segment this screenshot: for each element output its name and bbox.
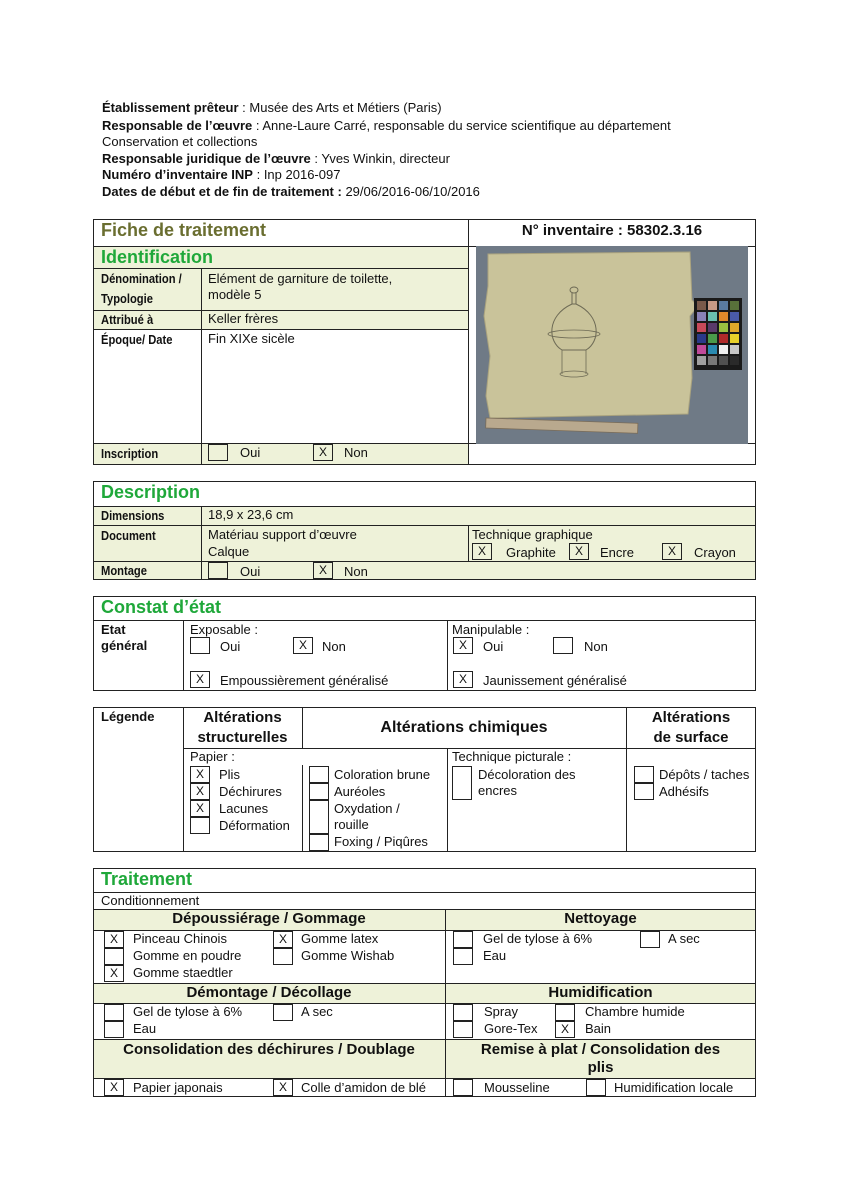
adhesifs-checkbox[interactable]: [634, 783, 654, 800]
technique-encre-checkbox[interactable]: X: [569, 543, 589, 560]
hum-spray-label: Spray: [484, 1004, 518, 1019]
empoussierement-label: Empoussièrement généralisé: [220, 673, 389, 688]
net-gel-label: Gel de tylose à 6%: [483, 931, 593, 946]
net-eau-checkbox[interactable]: [453, 948, 473, 965]
net-sec-label: A sec: [668, 931, 700, 946]
depots-checkbox[interactable]: [634, 766, 654, 783]
exposable-oui-label: Oui: [220, 639, 241, 654]
fiche-title: Fiche de traitement: [101, 220, 267, 240]
identification-heading: Identification: [101, 247, 213, 267]
dem-gel-label: Gel de tylose à 6%: [133, 1004, 243, 1019]
technique-encre-label: Encre: [600, 545, 634, 560]
inventory-number: N° inventaire : 58302.3.16: [521, 222, 703, 239]
hum-goretex-label: Gore-Tex: [484, 1021, 538, 1036]
pinceau-checkbox[interactable]: X: [104, 931, 124, 948]
mousseline-label: Mousseline: [484, 1080, 550, 1095]
remise-heading-2: plis: [587, 1059, 614, 1076]
hum-goretex-checkbox[interactable]: [453, 1021, 473, 1038]
inscription-label: Inscription: [101, 446, 159, 461]
technique-picturale-label: Technique picturale :: [452, 749, 572, 764]
gomme-wishab-checkbox[interactable]: [273, 948, 293, 965]
manipulable-non-checkbox[interactable]: [553, 637, 573, 654]
gomme-staedtler-label: Gomme staedtler: [133, 965, 233, 980]
montage-non-label: Non: [344, 564, 368, 579]
deformation-checkbox[interactable]: [190, 817, 210, 834]
exposable-label: Exposable :: [190, 622, 258, 637]
attribue-value: Keller frères: [208, 311, 279, 326]
exposable-non-label: Non: [322, 639, 346, 654]
epoque-label: Époque/ Date: [101, 332, 173, 347]
hum-bain-checkbox[interactable]: X: [555, 1021, 575, 1038]
description-heading: Description: [101, 482, 201, 502]
manipulable-oui-label: Oui: [483, 639, 504, 654]
adhesifs-label: Adhésifs: [659, 784, 709, 799]
epoque-value: Fin XIXe sicèle: [208, 331, 295, 346]
inscription-oui-label: Oui: [240, 445, 261, 460]
aureoles-checkbox[interactable]: [309, 783, 329, 800]
montage-oui-label: Oui: [240, 564, 261, 579]
lacunes-label: Lacunes: [219, 801, 269, 816]
inscription-non-checkbox[interactable]: X: [313, 444, 333, 461]
artwork-photo: [476, 246, 748, 444]
materiau-value: Calque: [208, 544, 250, 559]
foxing-checkbox[interactable]: [309, 834, 329, 851]
dechirures-label: Déchirures: [219, 784, 282, 799]
pinceau-label: Pinceau Chinois: [133, 931, 227, 946]
dimensions-label: Dimensions: [101, 508, 165, 523]
net-eau-label: Eau: [483, 948, 507, 963]
inscription-non-label: Non: [344, 445, 368, 460]
dem-sec-checkbox[interactable]: [273, 1004, 293, 1021]
struct-heading-1: Altérations: [203, 709, 282, 726]
humidification-locale-label: Humidification locale: [614, 1080, 734, 1095]
oxydation-label-2: rouille: [334, 817, 369, 832]
papier-japonais-label: Papier japonais: [133, 1080, 223, 1095]
exposable-oui-checkbox[interactable]: [190, 637, 210, 654]
oxydation-checkbox[interactable]: [309, 800, 329, 834]
constat-heading: Constat d’état: [101, 597, 222, 617]
plis-checkbox[interactable]: X: [190, 766, 210, 783]
gomme-wishab-label: Gomme Wishab: [301, 948, 395, 963]
exposable-non-checkbox[interactable]: X: [293, 637, 313, 654]
hum-chambre-checkbox[interactable]: [555, 1004, 575, 1021]
depots-label: Dépôts / taches: [659, 767, 750, 782]
denomination-value-1: Elément de garniture de toilette,: [208, 271, 393, 286]
papier-japonais-checkbox[interactable]: X: [104, 1079, 124, 1096]
inscription-oui-checkbox[interactable]: [208, 444, 228, 461]
colle-label: Colle d’amidon de blé: [301, 1080, 427, 1095]
dechirures-checkbox[interactable]: X: [190, 783, 210, 800]
foxing-label: Foxing / Piqûres: [334, 834, 428, 849]
decoloration-checkbox[interactable]: [452, 766, 472, 800]
manipulable-oui-checkbox[interactable]: X: [453, 637, 473, 654]
header-line-juridique: Responsable juridique de l’œuvre : Yves Winkin, directeur: [102, 151, 450, 166]
header-line-preteur: Établissement prêteur : Musée des Arts et Métiers (Paris): [102, 100, 442, 115]
dem-eau-checkbox[interactable]: [104, 1021, 124, 1038]
manipulable-label: Manipulable :: [452, 622, 530, 637]
dem-eau-label: Eau: [133, 1021, 157, 1036]
chimiques-heading: Altérations chimiques: [380, 719, 548, 736]
net-sec-checkbox[interactable]: [640, 931, 660, 948]
humidification-locale-checkbox[interactable]: [586, 1079, 606, 1096]
denomination-label-1: Dénomination /: [101, 271, 182, 286]
papier-label: Papier :: [190, 749, 235, 764]
technique-crayon-label: Crayon: [694, 545, 736, 560]
technique-crayon-checkbox[interactable]: X: [662, 543, 682, 560]
hum-chambre-label: Chambre humide: [585, 1004, 685, 1019]
coloration-checkbox[interactable]: [309, 766, 329, 783]
net-gel-checkbox[interactable]: [453, 931, 473, 948]
denomination-value-2: modèle 5: [208, 287, 262, 302]
demontage-heading: Démontage / Décollage: [186, 984, 352, 1001]
manipulable-non-label: Non: [584, 639, 608, 654]
document-label: Document: [101, 528, 156, 543]
decoloration-label-1: Décoloration des: [478, 767, 576, 782]
jaunissement-checkbox[interactable]: X: [453, 671, 473, 688]
surface-heading-1: Altérations: [651, 709, 731, 726]
materiau-label: Matériau support d’œuvre: [208, 527, 357, 542]
aureoles-label: Auréoles: [334, 784, 386, 799]
header-line-inventaire: Numéro d’inventaire INP : Inp 2016-097: [102, 167, 341, 182]
technique-graphite-label: Graphite: [506, 545, 556, 560]
humidification-heading: Humidification: [548, 984, 653, 1001]
conditionnement-label: Conditionnement: [101, 893, 200, 908]
gomme-poudre-checkbox[interactable]: [104, 948, 124, 965]
jaunissement-label: Jaunissement généralisé: [483, 673, 627, 688]
remise-heading-1: Remise à plat / Consolidation des: [480, 1041, 721, 1058]
mousseline-checkbox[interactable]: [453, 1079, 473, 1096]
surface-heading-2: de surface: [653, 729, 729, 746]
hum-bain-label: Bain: [585, 1021, 612, 1036]
dem-gel-checkbox[interactable]: [104, 1004, 124, 1021]
dem-sec-label: A sec: [301, 1004, 333, 1019]
montage-oui-checkbox[interactable]: [208, 562, 228, 579]
decoloration-label-2: encres: [478, 783, 518, 798]
oxydation-label-1: Oxydation /: [334, 801, 400, 816]
technique-graphite-checkbox[interactable]: X: [472, 543, 492, 560]
deformation-label: Déformation: [219, 818, 290, 833]
gomme-latex-checkbox[interactable]: X: [273, 931, 293, 948]
artwork-drawing-image: [476, 246, 748, 444]
plis-label: Plis: [219, 767, 240, 782]
gomme-poudre-label: Gomme en poudre: [133, 948, 242, 963]
attribue-label: Attribué à: [101, 312, 154, 327]
empoussierement-checkbox[interactable]: X: [190, 671, 210, 688]
header-line-responsable: Responsable de l’œuvre : Anne-Laure Carré, responsable du service scientifique au département: [102, 118, 671, 133]
coloration-label: Coloration brune: [334, 767, 431, 782]
header-line-dates: Dates de début et de fin de traitement : 29/06/2016-06/10/2016: [102, 184, 480, 199]
depoussierage-heading: Dépoussiérage / Gommage: [172, 910, 366, 927]
colle-checkbox[interactable]: X: [273, 1079, 293, 1096]
montage-non-checkbox[interactable]: X: [313, 562, 333, 579]
etat-label-1: Etat: [101, 622, 126, 637]
header-line-responsable-cont: Conservation et collections: [102, 134, 258, 149]
traitement-heading: Traitement: [101, 869, 193, 889]
struct-heading-2: structurelles: [197, 729, 288, 746]
gomme-latex-label: Gomme latex: [301, 931, 379, 946]
nettoyage-heading: Nettoyage: [564, 910, 637, 927]
gomme-staedtler-checkbox[interactable]: X: [104, 965, 124, 982]
legende-label: Légende: [101, 709, 155, 724]
montage-label: Montage: [101, 563, 147, 578]
technique-label: Technique graphique: [472, 527, 593, 542]
hum-spray-checkbox[interactable]: [453, 1004, 473, 1021]
lacunes-checkbox[interactable]: X: [190, 800, 210, 817]
dimensions-value: 18,9 x 23,6 cm: [208, 507, 294, 522]
etat-label-2: général: [101, 638, 148, 653]
denomination-label-2: Typologie: [101, 291, 153, 306]
consolidation-heading: Consolidation des déchirures / Doublage: [123, 1041, 415, 1058]
